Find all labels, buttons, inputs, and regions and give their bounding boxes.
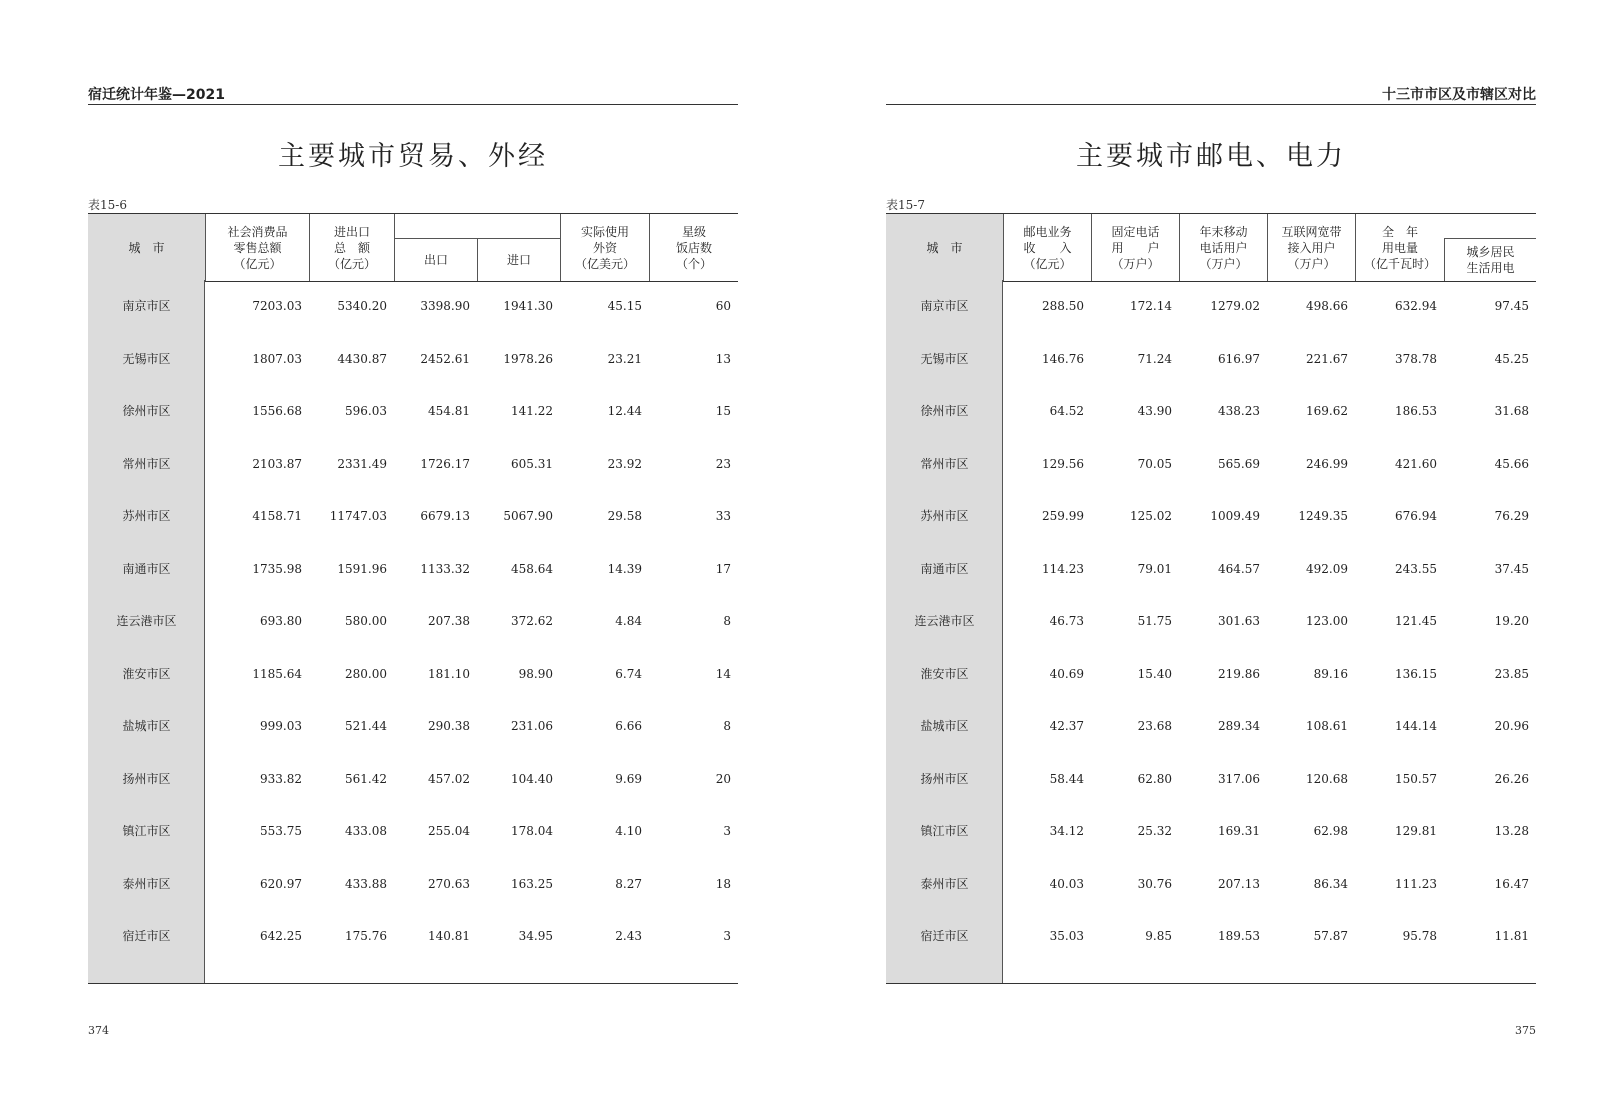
row-value: 150.57 (1395, 771, 1437, 786)
row-value: 9.85 (1145, 929, 1172, 943)
row-value: 172.14 (1130, 299, 1172, 313)
row-value: 433.08 (345, 824, 387, 838)
header-import: 进口 (477, 238, 560, 281)
table-row (886, 769, 1536, 789)
row-value: 8 (723, 614, 731, 628)
row-value: 317.06 (1218, 771, 1260, 786)
row-value: 136.15 (1395, 666, 1437, 681)
row-value: 144.14 (1395, 719, 1437, 733)
row-value: 169.31 (1218, 824, 1260, 838)
header-power-consumption: 全 年 用电量 （亿千瓦时） (1355, 214, 1444, 281)
row-value: 1591.96 (337, 561, 387, 576)
row-value: 11.81 (1494, 929, 1529, 943)
table-row (88, 664, 738, 684)
row-value: 492.09 (1306, 561, 1348, 576)
row-value: 521.44 (345, 719, 387, 733)
header-mobile-users: 年末移动 电话用户 （万户） (1179, 214, 1267, 281)
table-number-right: 表15-7 (886, 198, 925, 212)
row-value: 20 (715, 771, 731, 786)
row-value: 693.80 (260, 614, 302, 628)
row-value: 62.98 (1313, 824, 1348, 838)
row-value: 3 (723, 824, 731, 838)
row-value: 421.60 (1395, 456, 1437, 471)
postal-power-table-header (886, 213, 1536, 282)
row-value: 207.13 (1218, 876, 1260, 891)
row-value: 95.78 (1402, 929, 1437, 943)
row-value: 1556.68 (252, 404, 302, 418)
row-value: 23.92 (607, 456, 642, 471)
row-value: 246.99 (1306, 456, 1348, 471)
row-value: 676.94 (1395, 509, 1437, 523)
header-trade-total: 进出口 总 额 （亿元） (309, 214, 394, 281)
row-value: 169.62 (1306, 404, 1348, 418)
row-value: 270.63 (428, 876, 470, 891)
trade-table-header (88, 213, 738, 282)
row-value: 98.90 (518, 666, 553, 681)
row-value: 71.24 (1137, 351, 1172, 366)
postal-power-table-body (886, 280, 1536, 984)
row-value: 4.84 (615, 614, 642, 628)
row-value: 5067.90 (503, 509, 553, 523)
row-city-name: 宿迁市区 (122, 929, 171, 943)
row-city-name: 淮安市区 (122, 666, 171, 681)
row-city-name: 南京市区 (122, 299, 171, 313)
row-value: 45.25 (1494, 351, 1529, 366)
header-fdi: 实际使用 外资 （亿美元） (560, 214, 649, 281)
row-value: 565.69 (1218, 456, 1260, 471)
row-value: 146.76 (1042, 351, 1084, 366)
row-value: 933.82 (260, 771, 302, 786)
row-value: 7203.03 (252, 299, 302, 313)
row-value: 2331.49 (337, 456, 387, 471)
row-value: 15.40 (1137, 666, 1172, 681)
row-value: 31.68 (1494, 404, 1529, 418)
row-value: 1009.49 (1210, 509, 1260, 523)
table-row (886, 349, 1536, 369)
row-value: 25.32 (1137, 824, 1172, 838)
trade-table-body (88, 280, 738, 984)
row-value: 181.10 (428, 666, 470, 681)
row-city-name: 南京市区 (920, 299, 969, 313)
row-value: 23.85 (1494, 666, 1529, 681)
row-value: 62.80 (1137, 771, 1172, 786)
table-row (886, 611, 1536, 631)
left-page (88, 0, 738, 1099)
row-value: 123.00 (1306, 614, 1348, 628)
row-value: 2.43 (615, 929, 642, 943)
table-row (886, 401, 1536, 421)
header-fixed-phone: 固定电话 用 户 （万户） (1091, 214, 1179, 281)
table-row (88, 506, 738, 526)
row-value: 4158.71 (252, 509, 302, 523)
header-broadband-users: 互联网宽带 接入用户 （万户） (1267, 214, 1355, 281)
row-value: 43.90 (1137, 404, 1172, 418)
row-value: 9.69 (615, 771, 642, 786)
row-value: 129.56 (1042, 456, 1084, 471)
row-value: 45.66 (1494, 456, 1529, 471)
header-trade-group (394, 214, 560, 238)
row-value: 301.63 (1218, 614, 1260, 628)
row-value: 42.37 (1049, 719, 1084, 733)
row-value: 6.66 (615, 719, 642, 733)
row-value: 1279.02 (1210, 299, 1260, 313)
row-value: 23 (715, 456, 731, 471)
row-value: 140.81 (428, 929, 470, 943)
row-value: 45.15 (607, 299, 642, 313)
row-value: 289.34 (1218, 719, 1260, 733)
row-value: 498.66 (1306, 299, 1348, 313)
row-city-name: 苏州市区 (920, 509, 969, 523)
row-value: 76.29 (1494, 509, 1529, 523)
row-value: 16.47 (1494, 876, 1529, 891)
row-value: 60 (715, 299, 731, 313)
row-value: 108.61 (1306, 719, 1348, 733)
row-value: 13 (715, 351, 731, 366)
row-city-name: 常州市区 (920, 456, 969, 471)
table-row (88, 401, 738, 421)
row-city-name: 泰州市区 (920, 876, 969, 891)
running-head-right: 十三市市区及市辖区对比 (1382, 87, 1536, 103)
row-value: 8 (723, 719, 731, 733)
row-value: 97.45 (1494, 299, 1529, 313)
row-value: 458.64 (511, 561, 553, 576)
row-value: 255.04 (428, 824, 470, 838)
row-value: 35.03 (1049, 929, 1084, 943)
row-value: 231.06 (511, 719, 553, 733)
row-value: 121.45 (1395, 614, 1437, 628)
row-value: 37.45 (1494, 561, 1529, 576)
table-number-left: 表15-6 (88, 198, 127, 212)
row-value: 141.22 (511, 404, 553, 418)
running-head-left: 宿迁统计年鉴—2021 (88, 87, 225, 103)
right-page (886, 0, 1536, 1099)
row-value: 23.68 (1137, 719, 1172, 733)
row-value: 259.99 (1042, 509, 1084, 523)
row-value: 178.04 (511, 824, 553, 838)
row-value: 438.23 (1218, 404, 1260, 418)
table-row (88, 349, 738, 369)
row-value: 3398.90 (420, 299, 470, 313)
row-value: 4430.87 (337, 351, 387, 366)
row-value: 1941.30 (503, 299, 553, 313)
row-value: 616.97 (1218, 351, 1260, 366)
row-value: 14 (715, 666, 731, 681)
row-value: 553.75 (260, 824, 302, 838)
row-value: 1726.17 (420, 456, 470, 471)
row-value: 1185.64 (252, 666, 302, 681)
table-row (886, 454, 1536, 474)
page-number-right: 375 (1515, 1024, 1536, 1037)
table-row (88, 559, 738, 579)
row-value: 999.03 (260, 719, 302, 733)
header-postal-revenue: 邮电业务 收 入 （亿元） (1003, 214, 1091, 281)
row-value: 580.00 (345, 614, 387, 628)
row-value: 464.57 (1218, 561, 1260, 576)
row-value: 46.73 (1049, 614, 1084, 628)
row-value: 26.26 (1494, 771, 1529, 786)
row-city-name: 徐州市区 (920, 404, 969, 418)
row-city-name: 连云港市区 (914, 614, 975, 628)
header-star-hotels: 星级 饭店数 （个） (649, 214, 738, 281)
row-value: 175.76 (345, 929, 387, 943)
row-value: 40.69 (1049, 666, 1084, 681)
row-value: 186.53 (1395, 404, 1437, 418)
row-city-name: 镇江市区 (920, 824, 969, 838)
row-value: 219.86 (1218, 666, 1260, 681)
row-value: 14.39 (607, 561, 642, 576)
table-row (886, 874, 1536, 894)
row-value: 189.53 (1218, 929, 1260, 943)
row-value: 104.40 (511, 771, 553, 786)
row-value: 280.00 (345, 666, 387, 681)
row-value: 596.03 (345, 404, 387, 418)
table-row (88, 874, 738, 894)
row-value: 1249.35 (1298, 509, 1348, 523)
table-row (88, 926, 738, 946)
row-value: 290.38 (428, 719, 470, 733)
row-value: 114.23 (1042, 561, 1084, 576)
row-city-name: 扬州市区 (122, 771, 171, 786)
row-city-name: 淮安市区 (920, 666, 969, 681)
row-value: 1133.32 (420, 561, 470, 576)
row-city-name: 镇江市区 (122, 824, 171, 838)
row-value: 2103.87 (252, 456, 302, 471)
row-city-name: 宿迁市区 (920, 929, 969, 943)
header-retail-sales: 社会消费品 零售总额 （亿元） (205, 214, 309, 281)
row-value: 12.44 (607, 404, 642, 418)
table-row (886, 664, 1536, 684)
row-value: 30.76 (1137, 876, 1172, 891)
page-title-right: 主要城市邮电、电力 (1076, 141, 1346, 172)
row-value: 243.55 (1395, 561, 1437, 576)
row-value: 13.28 (1494, 824, 1529, 838)
row-value: 129.81 (1395, 824, 1437, 838)
row-city-name: 无锡市区 (920, 351, 969, 366)
row-city-name: 常州市区 (122, 456, 171, 471)
table-row (886, 506, 1536, 526)
row-value: 3 (723, 929, 731, 943)
header-residential-power: 城乡居民 生活用电 (1444, 238, 1536, 281)
table-row (886, 296, 1536, 316)
row-value: 23.21 (607, 351, 642, 366)
table-row (88, 296, 738, 316)
row-value: 125.02 (1130, 509, 1172, 523)
row-value: 605.31 (511, 456, 553, 471)
row-value: 221.67 (1306, 351, 1348, 366)
header-rule-left (88, 104, 738, 105)
page-title-left: 主要城市贸易、外经 (278, 141, 548, 172)
row-value: 4.10 (615, 824, 642, 838)
table-row (88, 454, 738, 474)
row-value: 372.62 (511, 614, 553, 628)
row-value: 2452.61 (420, 351, 470, 366)
row-value: 89.16 (1313, 666, 1348, 681)
row-value: 457.02 (428, 771, 470, 786)
row-city-name: 盐城市区 (122, 719, 171, 733)
row-value: 6.74 (615, 666, 642, 681)
table-row (88, 821, 738, 841)
row-value: 1807.03 (252, 351, 302, 366)
row-value: 15 (715, 404, 731, 418)
row-value: 57.87 (1313, 929, 1348, 943)
row-value: 1735.98 (252, 561, 302, 576)
row-value: 642.25 (260, 929, 302, 943)
row-value: 58.44 (1049, 771, 1084, 786)
row-value: 33 (715, 509, 731, 523)
table-row (886, 821, 1536, 841)
row-value: 1978.26 (503, 351, 553, 366)
table-row (886, 926, 1536, 946)
row-value: 5340.20 (337, 299, 387, 313)
row-value: 18 (715, 876, 731, 891)
header-city: 城 市 (886, 214, 1003, 281)
row-value: 34.95 (518, 929, 553, 943)
row-city-name: 南通市区 (920, 561, 969, 576)
row-value: 20.96 (1494, 719, 1529, 733)
row-value: 29.58 (607, 509, 642, 523)
table-row (88, 716, 738, 736)
row-value: 620.97 (260, 876, 302, 891)
row-value: 207.38 (428, 614, 470, 628)
row-value: 120.68 (1306, 771, 1348, 786)
row-value: 79.01 (1137, 561, 1172, 576)
row-city-name: 盐城市区 (920, 719, 969, 733)
row-city-name: 无锡市区 (122, 351, 171, 366)
row-value: 8.27 (615, 876, 642, 891)
row-value: 454.81 (428, 404, 470, 418)
table-row (886, 559, 1536, 579)
header-rule-right (886, 104, 1536, 105)
header-export: 出口 (394, 238, 477, 281)
row-value: 70.05 (1137, 456, 1172, 471)
row-value: 64.52 (1049, 404, 1084, 418)
row-value: 11747.03 (329, 509, 387, 523)
row-value: 163.25 (511, 876, 553, 891)
row-value: 632.94 (1395, 299, 1437, 313)
row-value: 40.03 (1049, 876, 1084, 891)
row-value: 288.50 (1042, 299, 1084, 313)
row-value: 34.12 (1049, 824, 1084, 838)
page-number-left: 374 (88, 1024, 109, 1037)
row-value: 19.20 (1494, 614, 1529, 628)
row-value: 6679.13 (420, 509, 470, 523)
row-value: 51.75 (1137, 614, 1172, 628)
row-city-name: 扬州市区 (920, 771, 969, 786)
row-value: 378.78 (1395, 351, 1437, 366)
table-row (88, 611, 738, 631)
row-city-name: 徐州市区 (122, 404, 171, 418)
row-value: 561.42 (345, 771, 387, 786)
row-value: 17 (715, 561, 731, 576)
table-row (88, 769, 738, 789)
header-city: 城 市 (88, 214, 205, 281)
row-city-name: 南通市区 (122, 561, 171, 576)
row-value: 86.34 (1313, 876, 1348, 891)
row-city-name: 连云港市区 (116, 614, 177, 628)
row-value: 111.23 (1395, 876, 1437, 891)
row-city-name: 泰州市区 (122, 876, 171, 891)
row-value: 433.88 (345, 876, 387, 891)
row-city-name: 苏州市区 (122, 509, 171, 523)
table-row (886, 716, 1536, 736)
